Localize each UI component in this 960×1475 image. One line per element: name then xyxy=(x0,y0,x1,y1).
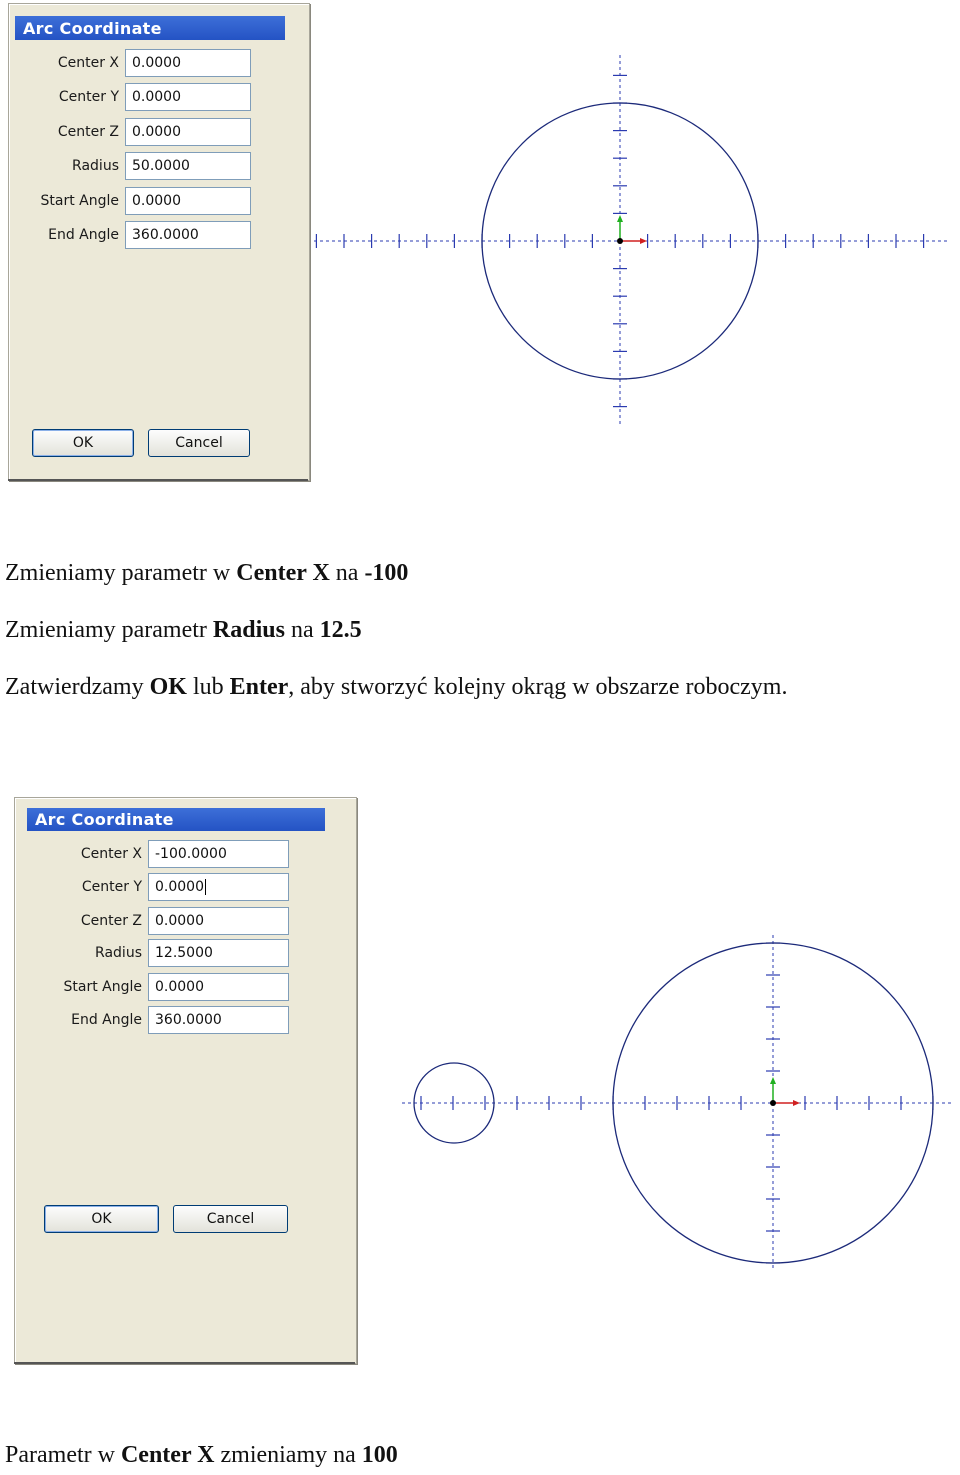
ok-button[interactable]: OK xyxy=(44,1205,159,1233)
radius-label: Radius xyxy=(95,945,142,961)
instruction-line-3 xyxy=(5,674,787,701)
text-segment: , aby stworzyć kolejny okrąg w obszarze roboczym. xyxy=(288,674,788,700)
text-cursor xyxy=(205,879,206,895)
text-bold: OK xyxy=(149,674,187,700)
text-segment: Parametr w xyxy=(5,1442,121,1468)
cancel-button[interactable]: Cancel xyxy=(148,429,250,457)
text-bold: 100 xyxy=(361,1442,398,1468)
origin-marker xyxy=(617,215,647,244)
workspace-canvas-2[interactable] xyxy=(400,930,955,1275)
arc-coordinate-dialog-1 xyxy=(8,3,310,481)
text-bold: Center X xyxy=(120,1442,215,1468)
cancel-button[interactable]: Cancel xyxy=(173,1205,288,1233)
center-y-label: Center Y xyxy=(58,89,119,105)
center-z-row xyxy=(15,907,289,935)
center-y-value: 0.0000 xyxy=(155,879,204,895)
text-bold: Enter xyxy=(229,674,289,700)
center-z-label: Center Z xyxy=(80,913,142,929)
radius-row xyxy=(9,152,251,180)
center-z-input[interactable]: 0.0000 xyxy=(148,907,289,935)
text-bold: Radius xyxy=(212,617,285,643)
text-segment: Zmieniamy parametr w xyxy=(5,560,237,586)
arc-coordinate-dialog-2 xyxy=(14,797,357,1364)
center-y-row xyxy=(9,83,251,111)
dialog-2-bottom-edge xyxy=(14,1362,355,1364)
end-angle-row xyxy=(9,221,251,249)
center-x-input[interactable]: -100.0000 xyxy=(148,840,289,868)
center-x-label: Center X xyxy=(57,55,119,71)
text-segment: zmieniamy na xyxy=(214,1442,362,1468)
text-segment: na xyxy=(284,617,320,643)
instruction-line-4 xyxy=(5,1442,398,1469)
origin-marker xyxy=(770,1077,800,1106)
axes xyxy=(402,935,953,1270)
start-angle-row xyxy=(9,187,251,215)
start-angle-input[interactable]: 0.0000 xyxy=(148,973,289,1001)
end-angle-label: End Angle xyxy=(48,227,119,243)
center-y-input[interactable]: 0.0000 xyxy=(125,83,251,111)
text-bold: -100 xyxy=(364,560,409,586)
end-angle-input[interactable]: 360.0000 xyxy=(148,1006,289,1034)
start-angle-label: Start Angle xyxy=(40,193,119,209)
text-segment: Zmieniamy parametr xyxy=(5,617,213,643)
center-x-row xyxy=(15,840,289,868)
radius-row xyxy=(15,939,289,967)
start-angle-row xyxy=(15,973,289,1001)
center-x-row xyxy=(9,49,251,77)
dialog-title: Arc Coordinate xyxy=(15,16,285,40)
instruction-line-2 xyxy=(5,617,362,644)
start-angle-input[interactable]: 0.0000 xyxy=(125,187,251,215)
center-y-input[interactable] xyxy=(148,873,289,901)
ok-button[interactable]: OK xyxy=(32,429,134,457)
axes xyxy=(314,55,950,425)
text-segment: na xyxy=(329,560,365,586)
text-bold: Center X xyxy=(236,560,330,586)
start-angle-label: Start Angle xyxy=(63,979,142,995)
center-x-input[interactable]: 0.0000 xyxy=(125,49,251,77)
radius-label: Radius xyxy=(72,158,119,174)
end-angle-input[interactable]: 360.0000 xyxy=(125,221,251,249)
end-angle-row xyxy=(15,1006,289,1034)
dialog-1-bottom-edge xyxy=(8,479,308,481)
radius-input[interactable]: 12.5000 xyxy=(148,939,289,967)
center-x-label: Center X xyxy=(80,846,142,862)
instruction-line-1 xyxy=(5,560,408,587)
center-z-input[interactable]: 0.0000 xyxy=(125,118,251,146)
text-segment: Zatwierdzamy xyxy=(5,674,150,700)
text-segment: lub xyxy=(186,674,230,700)
center-z-row xyxy=(9,118,251,146)
center-y-row xyxy=(15,873,289,901)
radius-input[interactable]: 50.0000 xyxy=(125,152,251,180)
center-y-label: Center Y xyxy=(81,879,142,895)
end-angle-label: End Angle xyxy=(71,1012,142,1028)
center-z-label: Center Z xyxy=(57,124,119,140)
text-bold: 12.5 xyxy=(319,617,362,643)
dialog-title: Arc Coordinate xyxy=(27,808,325,831)
workspace-canvas-1[interactable] xyxy=(312,50,952,430)
